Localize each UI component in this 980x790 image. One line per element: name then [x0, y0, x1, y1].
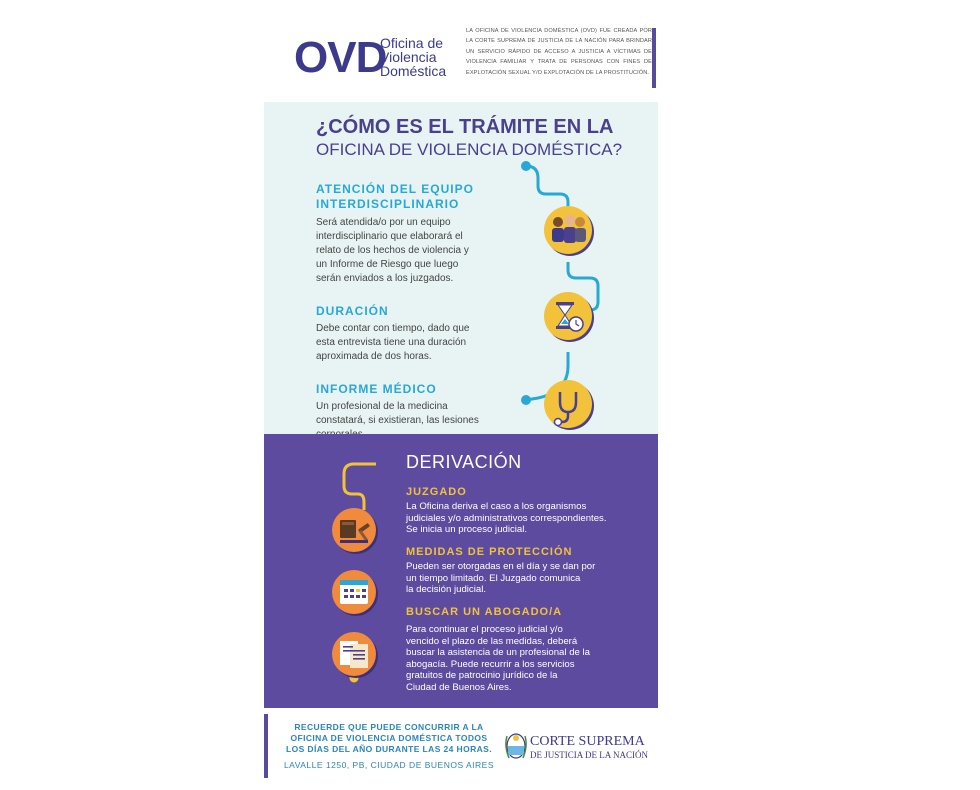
step-heading-line: INFORME MÉDICO	[316, 382, 437, 396]
derivacion-text-line: buscar la asistencia de un profesional de la	[406, 647, 590, 658]
footer-accent-bar	[264, 714, 268, 778]
step-text-line: Será atendida/o por un equipo	[316, 217, 451, 228]
logo-name-line: Violencia	[380, 49, 437, 65]
team-icon	[544, 206, 594, 256]
derivacion-text-line: Se inicia un proceso judicial.	[406, 524, 528, 535]
derivacion-text	[406, 624, 590, 693]
derivacion-text-line: la decisión judicial.	[406, 584, 486, 595]
footer-reminder-line: RECUERDE QUE PUEDE CONCURRIR A LA	[294, 722, 484, 732]
derivacion-text-line: Ciudad de Buenos Aires.	[406, 681, 512, 693]
tramite-title-line1: ¿CÓMO ES EL TRÁMITE EN LA	[316, 116, 614, 138]
court-seal-icon	[504, 728, 528, 764]
step-text	[316, 216, 469, 286]
derivacion-heading: MEDIDAS DE PROTECCIÓN	[406, 546, 573, 558]
step-text-line: relato de los hechos de violencia y	[316, 245, 469, 256]
footer-reminder-line: OFICINA DE VIOLENCIA DOMÉSTICA TODOS	[290, 733, 488, 743]
derivacion-text-line: Para continuar el proceso judicial y/o	[406, 624, 563, 635]
footer-address: LAVALLE 1250, PB, CIUDAD DE BUENOS AIRES	[283, 760, 495, 770]
logo-name-line: Doméstica	[380, 63, 447, 79]
step-heading-line: DURACIÓN	[316, 304, 389, 318]
poster	[264, 18, 658, 782]
footer	[264, 714, 658, 782]
logo-name-line: Oficina de	[380, 35, 444, 51]
logo-acronym: OVD	[294, 33, 387, 82]
step-text-line: un Informe de Riesgo que luego	[316, 259, 459, 270]
derivacion-text	[406, 561, 595, 596]
step-heading	[316, 304, 389, 319]
footer-reminder-line: LOS DÍAS DEL AÑO DURANTE LAS 24 HORAS.	[286, 744, 492, 754]
ovd-description: LA OFICINA DE VIOLENCIA DOMÉSTICA (OVD) FUE CREADA POR LA CORTE SUPREMA DE JUSTICIA DE LA NACIÓN PARA BRINDAR UN SERVICIO RÁPIDO DE ACCESO A JUSTICIA A VÍCTIMAS DE VIOLENCIA FAMILIAR Y TRATA DE PERSONAS CON FINES DE EXPLOTACIÓN SEXUAL Y/O EXPLOTACIÓN DE LA PROSTITUCIÓN.	[466, 28, 652, 76]
step-heading	[316, 382, 437, 397]
derivacion-heading: BUSCAR UN ABOGADO/A	[406, 606, 563, 618]
step-text-line: constatará, si existieran, las lesiones	[316, 415, 479, 426]
gavel-icon	[332, 508, 378, 554]
stethoscope-icon	[544, 380, 594, 430]
derivacion-text-line: vencido el plazo de las medidas, deberá	[406, 635, 578, 647]
step-text-line: esta entrevista tiene una duración	[316, 337, 467, 348]
calendar-icon	[332, 570, 378, 616]
court-name: CORTE SUPREMA	[530, 734, 645, 749]
derivacion-text	[406, 501, 607, 536]
derivacion-heading: JUZGADO	[406, 486, 467, 498]
step-text-line: Un profesional de la medicina	[316, 401, 448, 412]
hourglass-clock-icon	[544, 292, 594, 342]
step-text	[316, 322, 469, 364]
step-heading	[316, 182, 474, 212]
derivacion-text-line: La Oficina deriva el caso a los organismos	[406, 501, 587, 512]
derivacion-text-line: Pueden ser otorgadas en el día y se dan por	[406, 561, 596, 572]
tramite-section	[264, 102, 658, 434]
derivacion-title: DERIVACIÓN	[406, 452, 522, 472]
step-heading-line: INTERDISCIPLINARIO	[316, 197, 460, 211]
derivacion-section	[264, 434, 658, 708]
step-text-line: serán enviados a los juzgados.	[316, 273, 454, 284]
footer-reminder	[276, 722, 502, 755]
derivacion-text-line: gratuitos de patrocinio jurídico de la	[406, 670, 558, 681]
court-name-sub: DE JUSTICIA DE LA NACIÓN	[530, 750, 648, 760]
step-text-line: Debe contar con tiempo, dado que	[316, 323, 470, 334]
derivacion-text-line: un tiempo limitado. El Juzgado comunica	[406, 572, 581, 584]
header-accent-bar	[652, 28, 656, 88]
step-text-line: interdisciplinario que elaborará el	[316, 231, 463, 242]
derivacion-text-line: abogacía. Puede recurrir a los servicios	[406, 658, 575, 670]
tramite-title-line2: OFICINA DE VIOLENCIA DOMÉSTICA?	[316, 140, 623, 159]
logo-name	[380, 36, 446, 78]
step-heading-line: ATENCIÓN DEL EQUIPO	[316, 182, 474, 196]
derivacion-text-line: judiciales y/o administrativos correspondientes.	[406, 512, 607, 524]
header	[264, 18, 658, 100]
documents-icon	[332, 632, 378, 678]
step-text-line: aproximada de dos horas.	[316, 351, 432, 362]
